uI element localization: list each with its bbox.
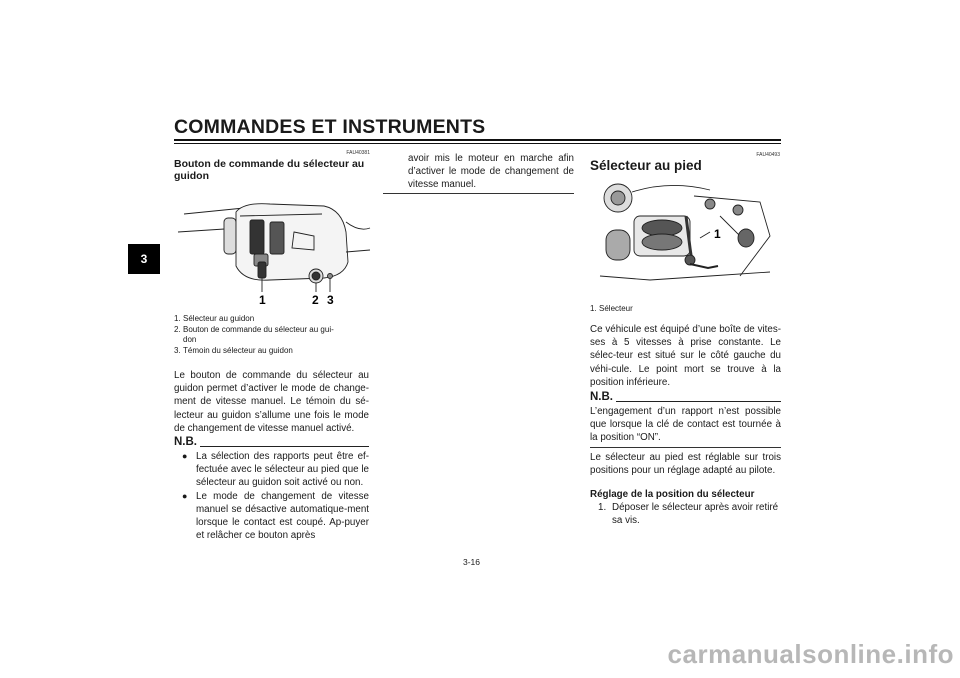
callout-2: 2 <box>312 293 319 304</box>
note-header: N.B. <box>174 436 369 448</box>
chapter-tab: 3 <box>128 244 160 274</box>
section-body: Ce véhicule est équipé d’une boîte de vites-ses à 5 vitesses à prise constante. Le sélec-teur est situé sur le côté gauche du véhi-cule. Le point mort se trouve à la position inférieure. <box>590 324 781 388</box>
note-text: L’engagement d’un rapport n’est possible que lorsque la clé de contact est tournée à la position “ON”. <box>590 406 781 444</box>
note-end-rule <box>590 447 781 448</box>
callout-3: 3 <box>327 293 334 304</box>
caption-item: 1. Sélecteur au guidon <box>174 314 255 323</box>
watermark: carmanualsonline.info <box>667 639 954 669</box>
section-heading: Sélecteur au pied <box>590 158 702 173</box>
note-end-rule <box>383 193 574 194</box>
section-body: Le bouton de commande du sélecteur au guidon permet d’activer le mode de change-ment de vitesse manuel. Le témoin du sé-lecteur au guidon s’allume une fois le mode de changement de vitesse manuel activé. <box>174 370 369 434</box>
callout-1: 1 <box>714 227 721 241</box>
note-continuation: avoir mis le moteur en marche afin d’activer le mode de changement de vitesse manuel. <box>408 153 574 191</box>
handlebar-switch-illustration <box>174 192 372 304</box>
foot-shifter-illustration <box>590 176 780 296</box>
section-code: FAU40493 <box>756 152 780 158</box>
header-rule-thin <box>174 143 781 144</box>
note-bullets <box>182 450 369 542</box>
note-bullet: ● La sélection des rapports peut être ef-fectuée avec le sélecteur au pied que le sélecteur au guidon soit activé ou non. <box>182 451 369 489</box>
figure-captions <box>174 314 374 356</box>
caption-item: 2. Bouton de commande du sélecteur au gui- don <box>174 324 334 344</box>
note-bullet: ● Le mode de changement de vitesse manuel se désactive automatique-ment lorsque le contact est coupé. Ap-puyer et relâcher ce bouton après <box>182 490 369 542</box>
caption-item: 1. Sélecteur <box>590 304 633 313</box>
note-header: N.B. <box>590 391 781 403</box>
page-title: COMMANDES ET INSTRUMENTS <box>174 116 486 138</box>
section-heading: Bouton de commande du sélecteur au guidon <box>174 158 365 182</box>
section-body-2: Le sélecteur au pied est réglable sur trois positions pour un réglage adapté au pilote. <box>590 452 781 477</box>
header-rule <box>174 139 781 141</box>
subheading: Réglage de la position du sélecteur <box>590 489 755 500</box>
page-number: 3-16 <box>463 557 481 567</box>
figure-caption <box>590 304 780 315</box>
callout-1: 1 <box>259 293 266 304</box>
step-item: 1. Déposer le sélecteur après avoir retiré sa vis. <box>598 502 779 527</box>
section-code: FAU40381 <box>346 150 370 156</box>
caption-item: 3. Témoin du sélecteur au guidon <box>174 345 293 355</box>
